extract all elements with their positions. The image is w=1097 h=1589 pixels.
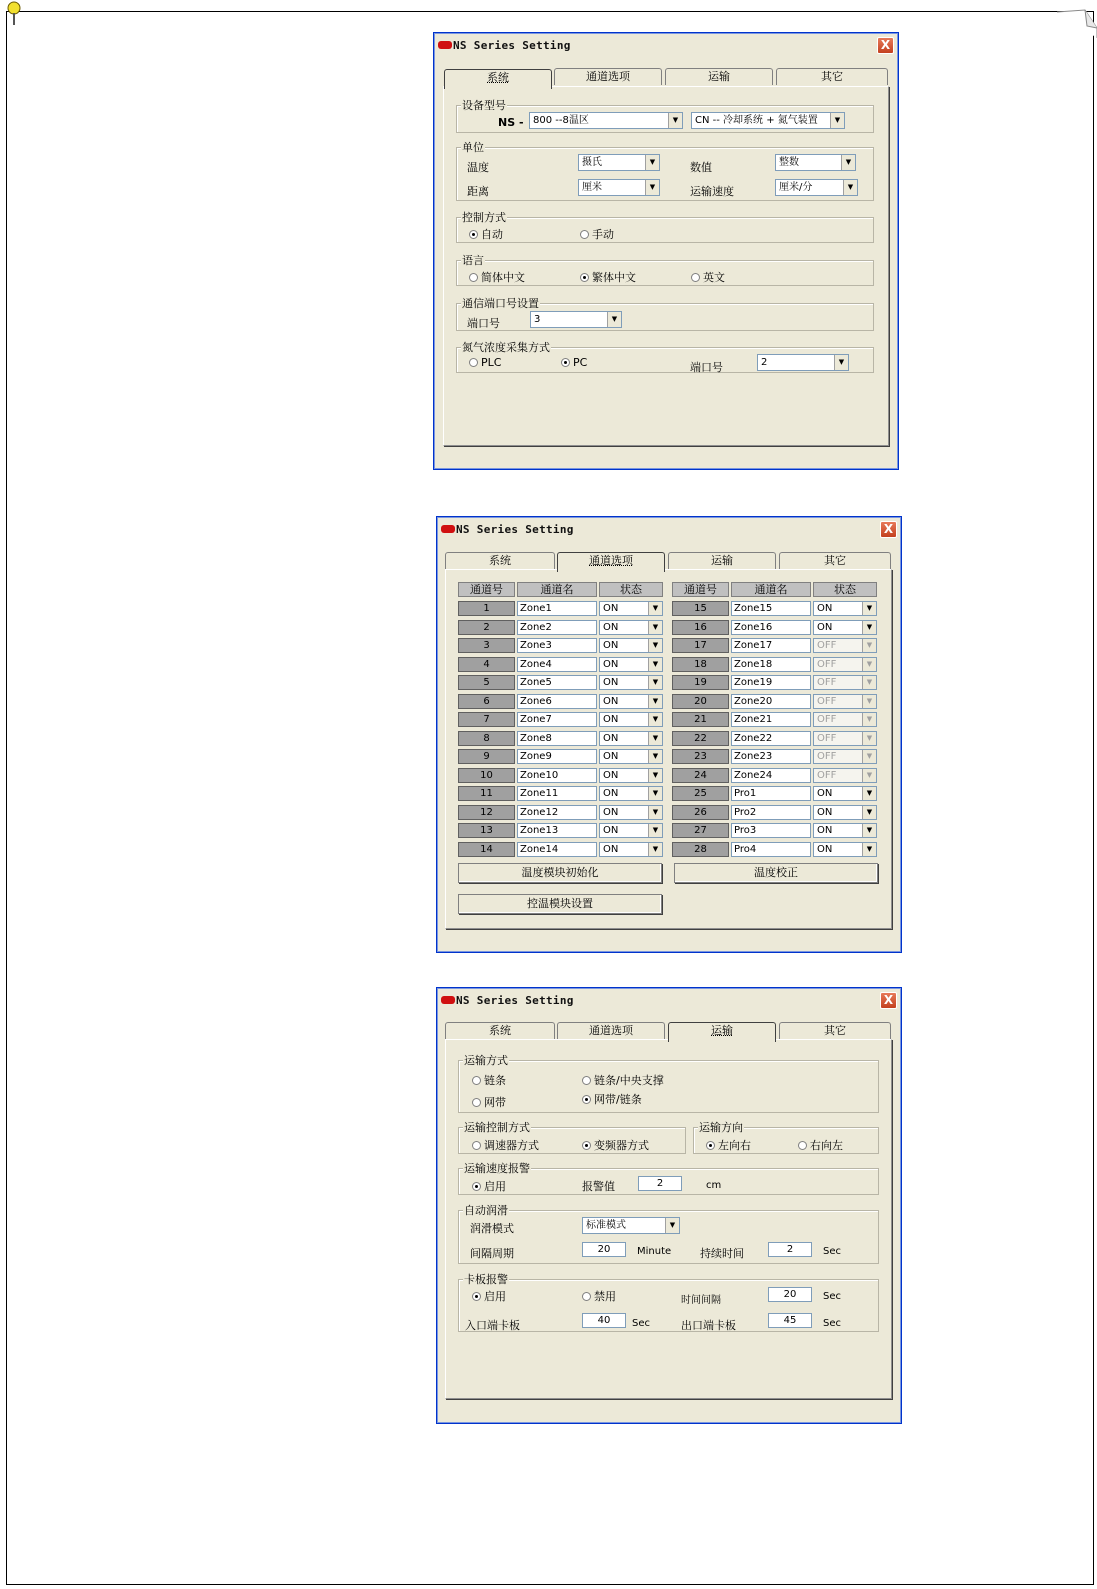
chevron-down-icon: ▼ bbox=[841, 155, 855, 170]
chevron-down-icon: ▼ bbox=[648, 732, 662, 745]
channel-name-input[interactable]: Zone14 bbox=[517, 842, 597, 857]
control-mode-label: 控制方式 bbox=[462, 211, 506, 224]
chevron-down-icon: ▼ bbox=[645, 155, 659, 170]
close-button[interactable]: X bbox=[880, 992, 897, 1009]
tab-panel bbox=[445, 569, 892, 929]
radio-selected-icon bbox=[706, 1141, 715, 1150]
channel-state-select[interactable]: ON ▼ bbox=[599, 823, 663, 838]
title-bar bbox=[439, 519, 899, 541]
conveyor-mode-group bbox=[458, 1060, 879, 1113]
channel-number: 14 bbox=[458, 842, 515, 857]
settings-window-system bbox=[433, 32, 899, 470]
channel-state-select[interactable]: ON ▼ bbox=[813, 620, 877, 635]
channel-state-select: OFF ▼ bbox=[813, 694, 877, 709]
radio-unselected-icon bbox=[580, 230, 589, 239]
channel-name-input[interactable]: Pro1 bbox=[731, 786, 811, 801]
page-fold-icon bbox=[1057, 8, 1097, 38]
radio-unselected-icon bbox=[691, 273, 700, 282]
conveyor-speed-label: 运输速度 bbox=[690, 185, 734, 198]
dir-left-to-right-radio[interactable]: 左向右 bbox=[706, 1137, 751, 1153]
tab-panel bbox=[445, 1039, 892, 1399]
channel-name-input[interactable]: Zone10 bbox=[517, 768, 597, 783]
entry-jam-label: 入口端卡板 bbox=[465, 1319, 520, 1332]
tab-panel bbox=[443, 86, 889, 446]
header-state: 状态 bbox=[813, 582, 877, 597]
channel-number: 20 bbox=[672, 694, 729, 709]
language-simplified-radio[interactable]: 简体中文 bbox=[469, 269, 525, 285]
duration-input[interactable]: 2 bbox=[768, 1242, 812, 1257]
channel-name-input[interactable]: Zone1 bbox=[517, 601, 597, 616]
tab-system[interactable]: 系统 bbox=[444, 69, 552, 89]
channel-number: 10 bbox=[458, 768, 515, 783]
conveyor-direction-label: 运输方向 bbox=[699, 1121, 743, 1134]
channel-state-select[interactable]: ON ▼ bbox=[599, 694, 663, 709]
chevron-down-icon: ▼ bbox=[862, 639, 876, 652]
header-channel-name: 通道名 bbox=[731, 582, 811, 597]
channel-name-input[interactable]: Zone24 bbox=[731, 768, 811, 783]
tab-system[interactable]: 系统 bbox=[445, 1022, 555, 1039]
channel-state-select[interactable]: ON ▼ bbox=[599, 712, 663, 727]
alarm-value-input[interactable]: 2 bbox=[638, 1176, 682, 1191]
settings-window-conveyor bbox=[436, 987, 902, 1424]
jam-disable-radio[interactable]: 禁用 bbox=[582, 1288, 616, 1304]
channel-number: 21 bbox=[672, 712, 729, 727]
channel-state-select[interactable]: ON ▼ bbox=[813, 842, 877, 857]
chevron-down-icon: ▼ bbox=[862, 787, 876, 800]
mode-chain-radio[interactable]: 链条 bbox=[472, 1072, 506, 1088]
channel-number: 28 bbox=[672, 842, 729, 857]
channel-state-select[interactable]: ON ▼ bbox=[599, 620, 663, 635]
channel-state-select[interactable]: ON ▼ bbox=[599, 842, 663, 857]
control-auto-radio[interactable]: 自动 bbox=[469, 226, 503, 242]
auto-lubrication-label: 自动润滑 bbox=[464, 1204, 508, 1217]
chevron-down-icon: ▼ bbox=[648, 824, 662, 837]
jam-alarm-group bbox=[458, 1279, 879, 1332]
jam-enable-radio[interactable]: 启用 bbox=[472, 1288, 506, 1304]
temp-control-module-button[interactable]: 控温模块设置 bbox=[458, 894, 662, 914]
channel-name-input[interactable]: Zone17 bbox=[731, 638, 811, 653]
chevron-down-icon: ▼ bbox=[834, 355, 848, 370]
channel-state-select[interactable]: ON ▼ bbox=[599, 805, 663, 820]
entry-jam-unit-label: Sec bbox=[632, 1318, 650, 1329]
chevron-down-icon: ▼ bbox=[648, 713, 662, 726]
value-format-select[interactable]: 整数 ▼ bbox=[775, 154, 856, 171]
interval-label: 间隔周期 bbox=[470, 1247, 514, 1260]
channel-number: 1 bbox=[458, 601, 515, 616]
entry-jam-input[interactable]: 40 bbox=[582, 1313, 626, 1328]
ctrl-inverter-radio[interactable]: 变频器方式 bbox=[582, 1137, 649, 1153]
channel-number: 27 bbox=[672, 823, 729, 838]
chevron-down-icon: ▼ bbox=[665, 1218, 679, 1233]
radio-unselected-icon bbox=[582, 1076, 591, 1085]
duration-unit-label: Sec bbox=[823, 1246, 841, 1257]
app-logo-icon bbox=[441, 525, 455, 533]
lube-mode-select[interactable]: 标准模式 ▼ bbox=[582, 1217, 680, 1234]
unit-label: 单位 bbox=[462, 141, 484, 154]
nitrogen-acquisition-label: 氮气浓度采集方式 bbox=[462, 341, 550, 354]
value-label: 数值 bbox=[690, 161, 712, 174]
channel-name-input[interactable]: Zone19 bbox=[731, 675, 811, 690]
app-logo-icon bbox=[441, 996, 455, 1004]
channel-name-input[interactable]: Zone20 bbox=[731, 694, 811, 709]
channel-number: 7 bbox=[458, 712, 515, 727]
channel-name-input[interactable]: Zone23 bbox=[731, 749, 811, 764]
radio-unselected-icon bbox=[472, 1076, 481, 1085]
channel-state-select: OFF ▼ bbox=[813, 657, 877, 672]
channel-number: 23 bbox=[672, 749, 729, 764]
ns-prefix-label: NS - bbox=[498, 116, 524, 129]
exit-jam-label: 出口端卡板 bbox=[681, 1319, 736, 1332]
chevron-down-icon: ▼ bbox=[862, 824, 876, 837]
duration-label: 持续时间 bbox=[700, 1247, 744, 1260]
tab-channel-options[interactable]: 通道选项 bbox=[557, 1022, 665, 1039]
radio-selected-icon bbox=[472, 1292, 481, 1301]
window-title: NS Series Setting bbox=[453, 39, 571, 52]
language-label: 语言 bbox=[462, 254, 484, 267]
language-traditional-radio[interactable]: 繁体中文 bbox=[580, 269, 636, 285]
dir-right-to-left-radio[interactable]: 右向左 bbox=[798, 1137, 843, 1153]
channel-state-select[interactable]: ON ▼ bbox=[599, 749, 663, 764]
radio-selected-icon bbox=[561, 358, 570, 367]
channel-state-select[interactable]: ON ▼ bbox=[599, 601, 663, 616]
channel-state-select[interactable]: ON ▼ bbox=[599, 768, 663, 783]
chevron-down-icon: ▼ bbox=[648, 639, 662, 652]
device-model-label: 设备型号 bbox=[462, 99, 506, 112]
alarm-unit-label: cm bbox=[706, 1180, 722, 1191]
channel-name-input[interactable]: Zone11 bbox=[517, 786, 597, 801]
interval-input[interactable]: 20 bbox=[582, 1242, 626, 1257]
tab-conveyor[interactable]: 运输 bbox=[668, 552, 776, 569]
alarm-value-label: 报警值 bbox=[582, 1180, 615, 1193]
mode-mesh-chain-radio[interactable]: 网带/链条 bbox=[582, 1091, 642, 1107]
radio-selected-icon bbox=[469, 230, 478, 239]
close-button[interactable]: X bbox=[880, 521, 897, 538]
nitrogen-port-select[interactable]: 2 ▼ bbox=[757, 354, 849, 371]
pushpin-icon bbox=[4, 0, 24, 28]
channel-name-input[interactable]: Zone18 bbox=[731, 657, 811, 672]
channel-state-select[interactable]: ON ▼ bbox=[813, 601, 877, 616]
conveyor-mode-label: 运输方式 bbox=[464, 1054, 508, 1067]
chevron-down-icon: ▼ bbox=[668, 113, 682, 128]
window-title: NS Series Setting bbox=[456, 994, 574, 1007]
chevron-down-icon: ▼ bbox=[607, 312, 621, 327]
temp-calibration-button[interactable]: 温度校正 bbox=[674, 863, 878, 883]
language-english-radio[interactable]: 英文 bbox=[691, 269, 725, 285]
chevron-down-icon: ▼ bbox=[862, 621, 876, 634]
nitrogen-pc-radio[interactable]: PC bbox=[561, 356, 587, 369]
tab-other[interactable]: 其它 bbox=[776, 68, 888, 85]
control-mode-group bbox=[456, 217, 874, 243]
comm-port-label: 端口号 bbox=[467, 317, 500, 330]
channel-state-select[interactable]: ON ▼ bbox=[599, 657, 663, 672]
comm-port-select[interactable]: 3 ▼ bbox=[530, 311, 622, 328]
tab-other[interactable]: 其它 bbox=[779, 1022, 891, 1039]
channel-name-input[interactable]: Pro4 bbox=[731, 842, 811, 857]
channel-state-select[interactable]: ON ▼ bbox=[813, 805, 877, 820]
tab-channel-options[interactable]: 通道选项 bbox=[554, 68, 662, 85]
lube-mode-label: 润滑模式 bbox=[470, 1222, 514, 1235]
chevron-down-icon: ▼ bbox=[648, 602, 662, 615]
speed-unit-select[interactable]: 厘米/分 ▼ bbox=[775, 179, 858, 196]
channel-state-select[interactable]: ON ▼ bbox=[599, 731, 663, 746]
chevron-down-icon: ▼ bbox=[648, 806, 662, 819]
model-select[interactable]: 800 --8温区 ▼ bbox=[529, 112, 683, 129]
channel-number: 3 bbox=[458, 638, 515, 653]
channel-number: 13 bbox=[458, 823, 515, 838]
temp-module-init-button[interactable]: 温度模块初始化 bbox=[458, 863, 662, 883]
radio-selected-icon bbox=[580, 273, 589, 282]
tab-conveyor[interactable]: 运输 bbox=[668, 1022, 776, 1042]
channel-number: 2 bbox=[458, 620, 515, 635]
channel-name-input[interactable]: Zone16 bbox=[731, 620, 811, 635]
channel-number: 16 bbox=[672, 620, 729, 635]
channel-state-select[interactable]: ON ▼ bbox=[599, 675, 663, 690]
channel-state-select: OFF ▼ bbox=[813, 731, 877, 746]
chevron-down-icon: ▼ bbox=[648, 695, 662, 708]
radio-selected-icon bbox=[582, 1095, 591, 1104]
chevron-down-icon: ▼ bbox=[645, 180, 659, 195]
conveyor-control-label: 运输控制方式 bbox=[464, 1121, 530, 1134]
ctrl-governor-radio[interactable]: 调速器方式 bbox=[472, 1137, 539, 1153]
chevron-down-icon: ▼ bbox=[648, 621, 662, 634]
channel-state-select: OFF ▼ bbox=[813, 638, 877, 653]
channel-name-input[interactable]: Zone3 bbox=[517, 638, 597, 653]
channel-number: 11 bbox=[458, 786, 515, 801]
header-state: 状态 bbox=[599, 582, 663, 597]
channel-name-input[interactable]: Zone8 bbox=[517, 731, 597, 746]
channel-name-input[interactable]: Zone6 bbox=[517, 694, 597, 709]
radio-selected-icon bbox=[472, 1182, 481, 1191]
channel-state-select[interactable]: ON ▼ bbox=[813, 823, 877, 838]
header-channel-no: 通道号 bbox=[458, 582, 515, 597]
channel-state-select[interactable]: ON ▼ bbox=[599, 638, 663, 653]
title-bar bbox=[439, 990, 899, 1012]
chevron-down-icon: ▼ bbox=[862, 713, 876, 726]
radio-selected-icon bbox=[582, 1141, 591, 1150]
tab-system[interactable]: 系统 bbox=[445, 552, 555, 569]
radio-unselected-icon bbox=[472, 1098, 481, 1107]
channel-name-input[interactable]: Zone4 bbox=[517, 657, 597, 672]
exit-jam-unit-label: Sec bbox=[823, 1318, 841, 1329]
temperature-label: 温度 bbox=[467, 161, 489, 174]
channel-name-input[interactable]: Zone22 bbox=[731, 731, 811, 746]
chevron-down-icon: ▼ bbox=[648, 843, 662, 856]
channel-number: 19 bbox=[672, 675, 729, 690]
speed-alarm-enable-radio[interactable]: 启用 bbox=[472, 1178, 506, 1194]
channel-number: 26 bbox=[672, 805, 729, 820]
header-channel-no: 通道号 bbox=[672, 582, 729, 597]
mode-chain-center-radio[interactable]: 链条/中央支撑 bbox=[582, 1072, 664, 1088]
channel-state-select: OFF ▼ bbox=[813, 712, 877, 727]
jam-time-input[interactable]: 20 bbox=[768, 1287, 812, 1302]
channel-number: 17 bbox=[672, 638, 729, 653]
channel-number: 6 bbox=[458, 694, 515, 709]
radio-unselected-icon bbox=[469, 358, 478, 367]
channel-name-input[interactable]: Zone12 bbox=[517, 805, 597, 820]
header-channel-name: 通道名 bbox=[517, 582, 597, 597]
chevron-down-icon: ▼ bbox=[862, 676, 876, 689]
chevron-down-icon: ▼ bbox=[862, 695, 876, 708]
chevron-down-icon: ▼ bbox=[862, 750, 876, 763]
title-bar bbox=[436, 35, 896, 57]
chevron-down-icon: ▼ bbox=[648, 787, 662, 800]
channel-name-input[interactable]: Zone15 bbox=[731, 601, 811, 616]
channel-state-select[interactable]: ON ▼ bbox=[599, 786, 663, 801]
chevron-down-icon: ▼ bbox=[843, 180, 857, 195]
control-manual-radio[interactable]: 手动 bbox=[580, 226, 614, 242]
channel-number: 22 bbox=[672, 731, 729, 746]
channel-number: 9 bbox=[458, 749, 515, 764]
channel-number: 4 bbox=[458, 657, 515, 672]
radio-unselected-icon bbox=[582, 1292, 591, 1301]
channel-number: 12 bbox=[458, 805, 515, 820]
channel-number: 15 bbox=[672, 601, 729, 616]
chevron-down-icon: ▼ bbox=[830, 113, 844, 128]
temperature-unit-select[interactable]: 摄氏 ▼ bbox=[578, 154, 660, 171]
channel-name-input[interactable]: Zone21 bbox=[731, 712, 811, 727]
chevron-down-icon: ▼ bbox=[862, 658, 876, 671]
channel-name-input[interactable]: Zone2 bbox=[517, 620, 597, 635]
mode-mesh-radio[interactable]: 网带 bbox=[472, 1094, 506, 1110]
chevron-down-icon: ▼ bbox=[862, 843, 876, 856]
tab-channel-options[interactable]: 通道选项 bbox=[557, 552, 665, 572]
channel-number: 8 bbox=[458, 731, 515, 746]
exit-jam-input[interactable]: 45 bbox=[768, 1313, 812, 1328]
comm-port-settings-label: 通信端口号设置 bbox=[462, 297, 539, 310]
distance-unit-select[interactable]: 厘米 ▼ bbox=[578, 179, 660, 196]
chevron-down-icon: ▼ bbox=[648, 769, 662, 782]
channel-name-input[interactable]: Zone13 bbox=[517, 823, 597, 838]
interval-unit-label: Minute bbox=[637, 1246, 672, 1257]
speed-alarm-label: 运输速度报警 bbox=[464, 1162, 530, 1175]
channel-state-select: OFF ▼ bbox=[813, 749, 877, 764]
radio-unselected-icon bbox=[798, 1141, 807, 1150]
chevron-down-icon: ▼ bbox=[648, 750, 662, 763]
chevron-down-icon: ▼ bbox=[862, 769, 876, 782]
nitrogen-plc-radio[interactable]: PLC bbox=[469, 356, 501, 369]
radio-unselected-icon bbox=[472, 1141, 481, 1150]
jam-time-unit-label: Sec bbox=[823, 1291, 841, 1302]
tab-other[interactable]: 其它 bbox=[779, 552, 891, 569]
channel-number: 24 bbox=[672, 768, 729, 783]
channel-state-select: OFF ▼ bbox=[813, 768, 877, 783]
settings-window-channels bbox=[436, 516, 902, 953]
channel-state-select[interactable]: ON ▼ bbox=[813, 786, 877, 801]
tab-conveyor[interactable]: 运输 bbox=[665, 68, 773, 85]
app-logo-icon bbox=[438, 41, 452, 49]
channel-state-select: OFF ▼ bbox=[813, 675, 877, 690]
channel-number: 25 bbox=[672, 786, 729, 801]
channel-name-input[interactable]: Pro3 bbox=[731, 823, 811, 838]
close-button[interactable]: X bbox=[877, 37, 894, 54]
system-type-select[interactable]: CN -- 冷却系统 + 氮气装置 ▼ bbox=[691, 112, 845, 129]
chevron-down-icon: ▼ bbox=[862, 806, 876, 819]
channel-name-input[interactable]: Zone5 bbox=[517, 675, 597, 690]
radio-unselected-icon bbox=[469, 273, 478, 282]
chevron-down-icon: ▼ bbox=[862, 732, 876, 745]
nitrogen-port-label: 端口号 bbox=[690, 361, 723, 374]
chevron-down-icon: ▼ bbox=[648, 676, 662, 689]
jam-alarm-label: 卡板报警 bbox=[464, 1273, 508, 1286]
channel-number: 5 bbox=[458, 675, 515, 690]
channel-name-input[interactable]: Pro2 bbox=[731, 805, 811, 820]
chevron-down-icon: ▼ bbox=[862, 602, 876, 615]
distance-label: 距离 bbox=[467, 185, 489, 198]
channel-name-input[interactable]: Zone7 bbox=[517, 712, 597, 727]
chevron-down-icon: ▼ bbox=[648, 658, 662, 671]
jam-time-label: 时间间隔 bbox=[681, 1295, 721, 1306]
channel-name-input[interactable]: Zone9 bbox=[517, 749, 597, 764]
window-title: NS Series Setting bbox=[456, 523, 574, 536]
channel-number: 18 bbox=[672, 657, 729, 672]
